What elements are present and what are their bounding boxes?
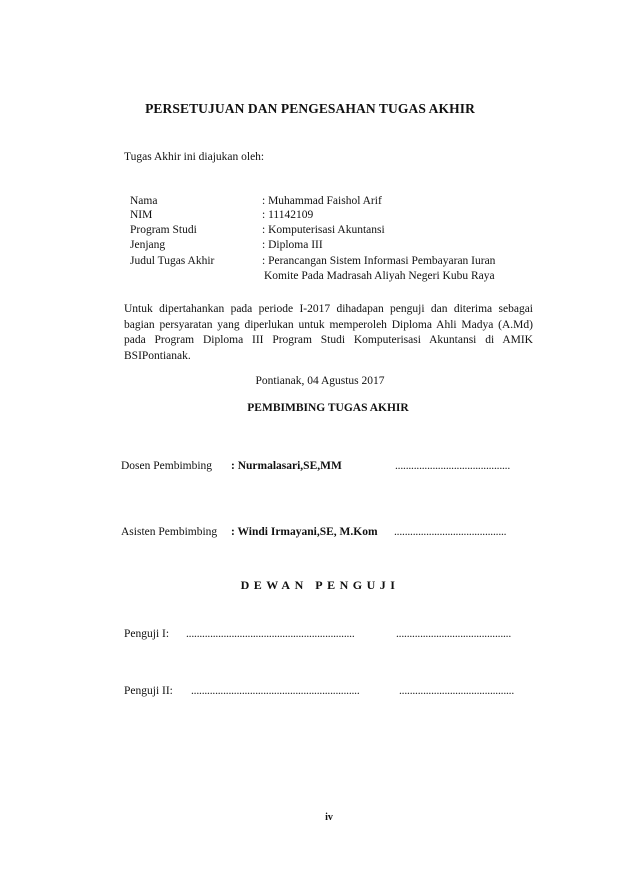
examiner-heading: DEWAN PENGUJI bbox=[240, 578, 400, 592]
examiner-2-name-line: ............................................................... bbox=[191, 685, 360, 697]
field-value-nim: : 11142109 bbox=[262, 209, 314, 221]
examiner-2-label: Penguji II: bbox=[124, 685, 173, 697]
field-value-jenjang: : Diploma III bbox=[262, 239, 323, 251]
field-value-nama: : Muhammad Faishol Arif bbox=[262, 195, 382, 207]
document-title: PERSETUJUAN DAN PENGESAHAN TUGAS AKHIR bbox=[145, 101, 475, 116]
field-value-judul-continuation: Komite Pada Madrasah Aliyah Negeri Kubu Raya bbox=[264, 270, 495, 282]
page-number: iv bbox=[325, 812, 333, 823]
examiner-2-signature-line: ........................................... bbox=[399, 685, 515, 697]
field-label-jenjang: Jenjang bbox=[130, 239, 166, 251]
examiner-1-signature-line: ........................................... bbox=[396, 628, 512, 640]
field-label-judul: Judul Tugas Akhir bbox=[130, 255, 215, 267]
examiner-1-name-line: ............................................................... bbox=[186, 628, 355, 640]
field-label-nim: NIM bbox=[130, 209, 153, 221]
supervisor-name: : Nurmalasari,SE,MM bbox=[231, 460, 342, 472]
place-date: Pontianak, 04 Agustus 2017 bbox=[255, 375, 385, 387]
field-value-program-studi: : Komputerisasi Akuntansi bbox=[262, 224, 385, 236]
examiner-1-label: Penguji I: bbox=[124, 628, 170, 640]
field-label-nama: Nama bbox=[130, 195, 158, 207]
supervisor-heading: PEMBIMBING TUGAS AKHIR bbox=[247, 402, 409, 414]
field-label-program-studi: Program Studi bbox=[130, 224, 197, 236]
assistant-supervisor-signature-line: .......................................... bbox=[394, 526, 507, 538]
assistant-supervisor-label: Asisten Pembimbing bbox=[121, 526, 218, 538]
intro-text: Tugas Akhir ini diajukan oleh: bbox=[124, 151, 265, 163]
approval-paragraph: Untuk dipertahankan pada periode I-2017 dihadapan penguji dan diterima sebagai bagian persyaratan yang diperlukan untuk memperoleh Diploma Ahli Madya (A.Md) pada Program Diploma III Program Studi Komputerisasi Akuntansi di AMIK BSIPontianak. bbox=[124, 303, 533, 362]
field-value-judul: : Perancangan Sistem Informasi Pembayaran Iuran bbox=[262, 255, 496, 267]
supervisor-label: Dosen Pembimbing bbox=[121, 460, 213, 472]
assistant-supervisor-name: : Windi Irmayani,SE, M.Kom bbox=[231, 526, 378, 538]
supervisor-signature-line: ........................................... bbox=[395, 460, 511, 472]
